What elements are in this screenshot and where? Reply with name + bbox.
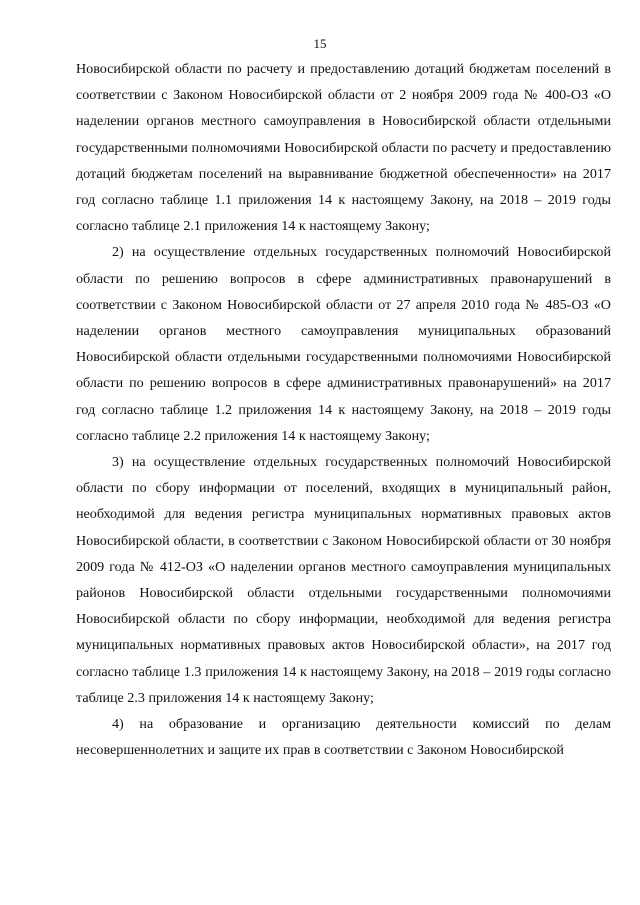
document-body — [76, 56, 611, 763]
paragraph-item-2: 2) на осуществление отдельных государственных полномочий Новосибирской области по решению вопросов в сфере административных правонарушений в соответствии с Законом Новосибирской области от 27 апреля 2010 года № 485-ОЗ «О наделении органов местного самоуправления муниципальных образований Новосибирской области отдельными государственными полномочиями Новосибирской области по решению вопросов в сфере административных правонарушений» на 2017 год согласно таблице 1.2 приложения 14 к настоящему Закону, на 2018 – 2019 годы согласно таблице 2.2 приложения 14 к настоящему Закону; — [76, 244, 611, 444]
paragraph-item-4: 4) на образование и организацию деятельности комиссий по делам несовершеннолетних и защите их прав в соответствии с Законом Новосибирской — [76, 716, 611, 759]
page-number: 15 — [313, 36, 327, 51]
paragraph-1-continuation: Новосибирской области по расчету и предоставлению дотаций бюджетам поселений в соответствии с Законом Новосибирской области от 2 ноября 2009 года № 400-ОЗ «О наделении органов местного самоуправления в Новосибирской области отдельными государственными полномочиями Новосибирской области по расчету и предоставлению дотаций бюджетам поселений на выравнивание бюджетной обеспеченности» на 2017 год согласно таблице 1.1 приложения 14 к настоящему Закону, на 2018 – 2019 годы согласно таблице 2.1 приложения 14 к настоящему Закону; — [76, 61, 611, 235]
paragraph-item-3: 3) на осуществление отдельных государственных полномочий Новосибирской области по сбору информации от поселений, входящих в муниципальный район, необходимой для ведения регистра муниципальных нормативных правовых актов Новосибирской области, в соответствии с Законом Новосибирской области от 30 ноября 2009 года № 412-ОЗ «О наделении органов местного самоуправления муниципальных районов Новосибирской области отдельными государственными полномочиями Новосибирской области по сбору информации, необходимой для ведения регистра муниципальных нормативных правовых актов Новосибирской области», на 2017 год согласно таблице 1.3 приложения 14 к настоящему Закону, на 2018 – 2019 годы согласно таблице 2.3 приложения 14 к настоящему Закону; — [76, 454, 611, 706]
